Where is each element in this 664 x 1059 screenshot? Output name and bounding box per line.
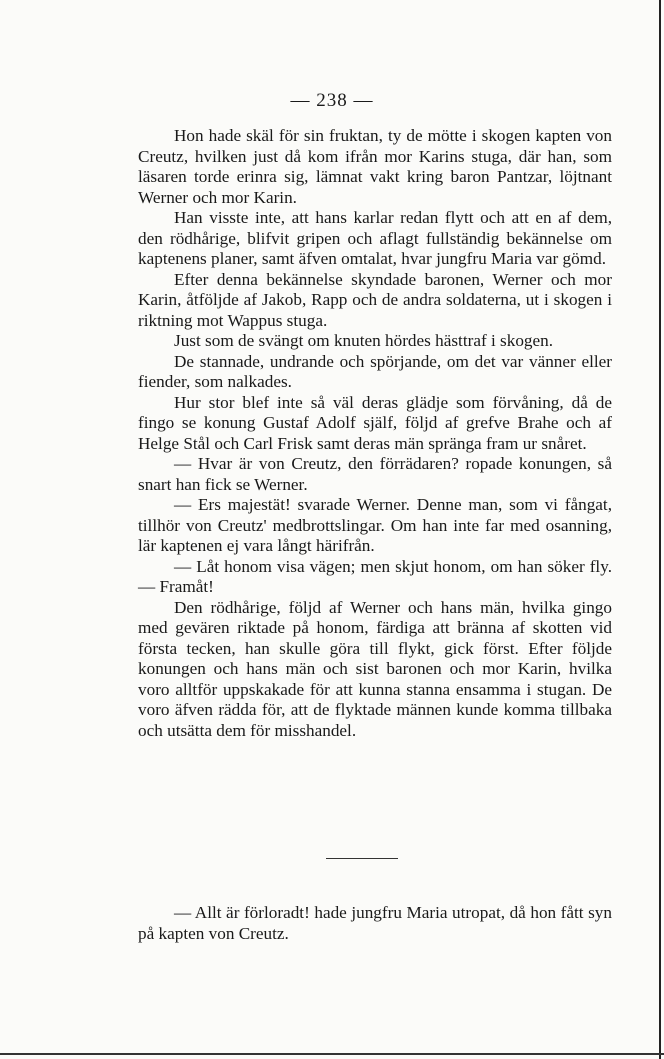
page-edge-bottom [0,1053,664,1055]
paragraph: Hur stor blef inte så väl deras glädje som förvåning, då de fingo se konung Gustaf Adolf själf, följd af grefve Brahe och af Helge Stål och Carl Frisk samt deras män spränga fram ur snåret. [138,392,612,453]
section-divider [326,858,398,859]
page-number: — 238 — [290,90,374,111]
section-text [138,902,612,944]
page-edge-right [659,0,661,1059]
paragraph: Just som de svängt om knuten hördes hästtraf i skogen. [174,331,554,350]
paragraph: — Låt honom visa vägen; men skjut honom, om han söker fly. — Framåt! [138,556,612,596]
paragraph: De stannade, undrande och spörjande, om det var vänner eller fiender, som nalkades. [138,351,612,391]
paragraph: — Hvar är von Creutz, den förrädaren? ropade konungen, så snart han fick se Werner. [138,454,612,494]
paragraph: — Allt är förloradt! hade jungfru Maria utropat, då hon fått syn på kapten von Creutz. [138,903,612,943]
paragraph: Den rödhårige, följd af Werner och hans män, hvilka gingo med gevären riktade på honom, färdiga att bränna af skotten vid första tecken, han skulle göra till flykt, gick först. Efter följde konungen och hans män och sist baronen och mor Karin, hvilka voro alltför uppskakade för att kunna stanna ensamma i stugan. De voro äfven rädda för, att de flyktade männen kunde komma tillbaka och utsätta dem för misshandel. [138,597,612,740]
paragraph: — Ers majestät! svarade Werner. Denne man, som vi fångat, tillhör von Creutz' medbrottslingar. Om han inte far med osanning, lär kaptenen ej vara långt härifrån. [138,495,612,555]
paragraph: Efter denna bekännelse skyndade baronen, Werner och mor Karin, åtföljde af Jakob, Rapp och de andra soldaterna, ut i skogen i riktning mot Wappus stuga. [138,269,612,330]
paragraph: Han visste inte, att hans karlar redan flytt och att en af dem, den rödhårige, blifvit gripen och aflagt fullständig bekännelse om kaptenens planer, samt äfven omtalat, hvar jungfru Maria var gömd. [138,208,612,268]
main-text [138,126,612,741]
paragraph: Hon hade skäl för sin fruktan, ty de mötte i skogen kapten von Creutz, hvilken just då kom ifrån mor Karins stuga, där han, som läsaren torde erinra sig, lämnat vakt kring baron Pantzar, löjtnant Werner och mor Karin. [138,126,612,207]
